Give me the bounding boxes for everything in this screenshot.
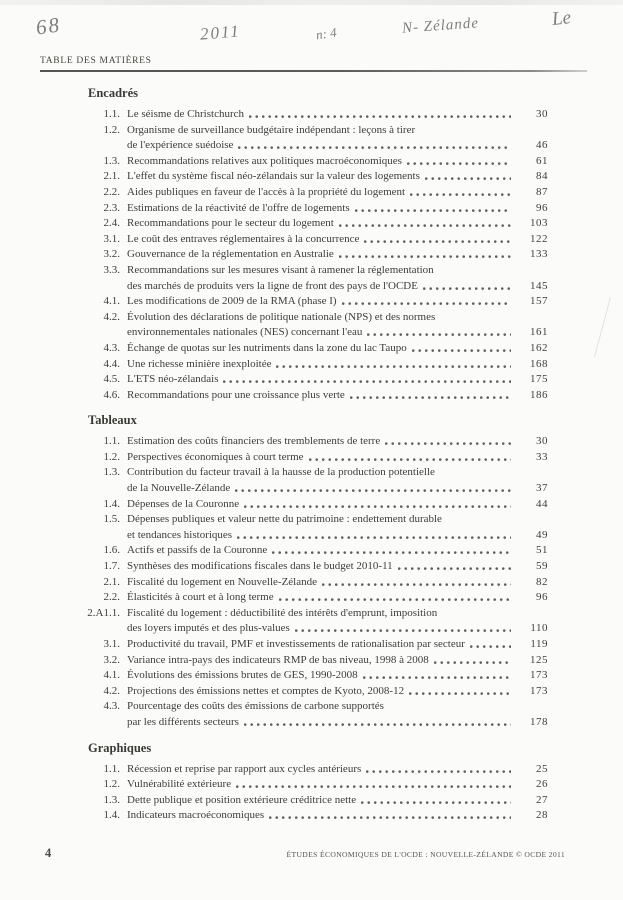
entry-page-number: 122: [530, 232, 548, 245]
entry-number: 1.2.: [103, 778, 120, 791]
dot-leader: [409, 691, 511, 695]
entry-body: [127, 232, 548, 248]
toc-entry: [54, 169, 548, 185]
toc-entry: [54, 247, 548, 263]
entry-body: [127, 388, 548, 404]
entry-body: [127, 465, 548, 496]
entry-number: 3.1.: [103, 638, 120, 650]
entry-body: [127, 637, 548, 653]
entry-text-line: L'ETS néo-zélandais: [127, 373, 219, 386]
entry-number: 3.3.: [103, 263, 120, 276]
entry-page-number: 82: [536, 575, 548, 588]
toc-section: [40, 86, 548, 403]
entry-text-line: par les différents secteurs: [127, 715, 239, 728]
entry-number: 1.3.: [103, 154, 120, 167]
entry-body: [127, 699, 548, 730]
entry-page-number: 44: [536, 497, 548, 510]
entry-page-number: 110: [530, 622, 548, 635]
entry-body: [127, 808, 548, 824]
entry-last-line: [127, 154, 548, 170]
dot-leader: [407, 161, 511, 165]
toc-entry: [54, 684, 548, 700]
section-title: Tableaux: [88, 413, 137, 428]
entry-text-line: Élasticités à court et à long terme: [127, 591, 274, 604]
entry-number: 4.1.: [103, 669, 120, 682]
entry-number: 1.5.: [103, 513, 120, 526]
toc-entry: [54, 263, 548, 294]
entry-text-line: environnementales nationales (NES) concernant l'eau: [127, 326, 363, 339]
entry-last-line: [127, 201, 548, 217]
entry-page-number: 26: [536, 778, 548, 791]
dot-leader: [423, 286, 511, 290]
toc-entry: [54, 512, 548, 543]
toc-section: [40, 413, 548, 730]
entry-number: 2.1.: [103, 170, 120, 183]
entry-body: [127, 310, 548, 341]
entry-body: [127, 559, 548, 575]
entry-page-number: 161: [530, 326, 548, 339]
section-title: Graphiques: [88, 740, 152, 755]
entry-number: 1.7.: [103, 560, 120, 573]
toc-entry: [54, 216, 548, 232]
entry-text-line: Projections des émissions nettes et comptes de Kyoto, 2008-12: [127, 684, 405, 697]
toc-entry: [54, 465, 548, 496]
dot-leader: [339, 223, 511, 227]
entry-page-number: 30: [536, 435, 548, 448]
entry-number: 1.4.: [103, 809, 120, 822]
entry-number: 3.1.: [103, 232, 120, 245]
entry-page-number: 133: [530, 248, 548, 261]
entry-page-number: 96: [536, 591, 548, 604]
header-rule: [40, 70, 587, 72]
entry-body: [127, 201, 548, 217]
dot-leader: [272, 550, 511, 554]
entry-text-line: Fiscalité du logement en Nouvelle-Zélande: [127, 575, 317, 588]
entry-number: 4.4.: [103, 357, 120, 370]
entry-number: 1.3.: [103, 793, 120, 806]
entry-number: 2.4.: [103, 217, 120, 230]
entry-body: [127, 357, 548, 373]
entry-text-line: Échange de quotas sur les nutriments dans la zone du lac Taupo: [127, 341, 407, 354]
entry-body: [127, 590, 548, 606]
dot-leader: [470, 644, 511, 648]
folio-page-number: 4: [45, 846, 52, 860]
entry-number: 2.A1.1.: [87, 606, 120, 619]
toc-entry: [54, 668, 548, 684]
entry-page-number: 25: [536, 762, 548, 775]
entry-last-line: [127, 481, 548, 497]
toc-entry: [54, 559, 548, 575]
entry-body: [127, 793, 548, 809]
toc-entry: [54, 232, 548, 248]
entry-page-number: 175: [530, 373, 548, 386]
dot-leader: [412, 348, 511, 352]
entry-text-line: Estimation des coûts financiers des tremblements de terre: [127, 435, 381, 448]
entry-last-line: [127, 216, 548, 232]
page-footer: [0, 846, 623, 861]
entry-number: 1.3.: [103, 466, 120, 479]
entry-text-line: Aides publiques en faveur de l'accès à la propriété du logement: [127, 185, 406, 198]
entry-last-line: [127, 341, 548, 357]
entry-body: [127, 123, 548, 154]
toc-entry: [54, 699, 548, 730]
entry-text-line: Récession et reprise par rapport aux cycles antérieurs: [127, 762, 362, 775]
entry-text-line: Le séisme de Christchurch: [127, 108, 244, 120]
entry-body: [127, 777, 548, 793]
toc-entry: [54, 154, 548, 170]
scan-edge-artifact: [0, 0, 623, 5]
entry-body: [127, 653, 548, 669]
entry-text-line: Évolution des déclarations de politique nationale (NPS) et des normes: [127, 310, 436, 323]
entry-text-line: Recommandations pour une croissance plus verte: [127, 388, 345, 401]
dot-leader: [350, 395, 511, 399]
entry-last-line: [127, 169, 548, 185]
toc-entry: [54, 653, 548, 669]
entry-text-line: Variance intra-pays des indicateurs RMP de bas niveau, 1998 à 2008: [127, 653, 429, 666]
toc-entry: [54, 434, 548, 450]
entry-page-number: 61: [536, 154, 548, 167]
entry-body: [127, 372, 548, 388]
entry-text-line: Dette publique et position extérieure créditrice nette: [127, 793, 357, 806]
entry-body: [127, 606, 548, 637]
entry-body: [127, 341, 548, 357]
entry-text-line: Fiscalité du logement : déductibilité des intérêts d'emprunt, imposition: [127, 606, 438, 619]
section-title: Encadrés: [88, 86, 138, 100]
toc-entry: [54, 637, 548, 653]
handwritten-initials: Le: [550, 7, 572, 30]
toc-entry: [54, 357, 548, 373]
dot-leader: [279, 597, 511, 601]
section-entries: [40, 762, 548, 824]
entry-last-line: [127, 777, 548, 793]
toc-entry: [54, 543, 548, 559]
toc-entry: [54, 606, 548, 637]
entry-text-line: de l'expérience suédoise: [127, 139, 234, 152]
entry-last-line: [127, 808, 548, 824]
entry-page-number: 33: [536, 450, 548, 463]
entry-text-line: Évolutions des émissions brutes de GES, 1990-2008: [127, 669, 358, 682]
dot-leader: [434, 660, 511, 664]
entry-last-line: [127, 653, 548, 669]
entry-body: [127, 263, 548, 294]
entry-number: 4.1.: [103, 295, 120, 308]
handwritten-year: 2011: [199, 21, 242, 44]
toc-entry: [54, 808, 548, 824]
dot-leader: [249, 114, 511, 118]
dot-leader: [237, 535, 511, 539]
entry-body: [127, 169, 548, 185]
entry-body: [127, 434, 548, 450]
toc-entry: [54, 201, 548, 217]
entry-page-number: 51: [536, 544, 548, 557]
entry-page-number: 59: [536, 560, 548, 573]
entry-page-number: 178: [530, 715, 548, 728]
entry-text-line: Recommandations pour le secteur du logement: [127, 217, 334, 230]
entry-body: [127, 575, 548, 591]
entry-number: 1.1.: [103, 435, 120, 448]
entry-text-line: Pourcentage des coûts des émissions de carbone supportés: [127, 700, 384, 713]
entry-last-line: [127, 138, 548, 154]
entry-text-line: des marchés de produits vers la ligne de front des pays de l'OCDE: [127, 279, 418, 292]
entry-body: [127, 497, 548, 513]
entry-last-line: [127, 715, 548, 731]
entry-number: 1.1.: [103, 762, 120, 775]
dot-leader: [385, 441, 511, 445]
entry-text-line: Recommandations relatives aux politiques macroéconomiques: [127, 154, 402, 167]
entry-last-line: [127, 279, 548, 295]
dot-leader: [276, 364, 511, 368]
section-entries: [40, 434, 548, 730]
toc-entry: [54, 575, 548, 591]
entry-page-number: 84: [536, 170, 548, 183]
entry-last-line: [127, 434, 548, 450]
entry-last-line: [127, 668, 548, 684]
entry-last-line: [127, 372, 548, 388]
dot-leader: [366, 769, 511, 773]
entry-page-number: 37: [536, 482, 548, 495]
dot-leader: [425, 176, 511, 180]
entry-body: [127, 247, 548, 263]
entry-body: [127, 543, 548, 559]
entry-last-line: [127, 590, 548, 606]
entry-last-line: [127, 450, 548, 466]
entry-last-line: [127, 232, 548, 248]
toc-entry: [54, 185, 548, 201]
entry-page-number: 125: [530, 653, 548, 666]
entry-body: [127, 762, 548, 778]
entry-last-line: [127, 559, 548, 575]
toc-entry: [54, 762, 548, 778]
entry-text-line: Dépenses de la Couronne: [127, 497, 240, 510]
entry-body: [127, 684, 548, 700]
entry-last-line: [127, 684, 548, 700]
entry-page-number: 28: [536, 809, 548, 822]
entry-body: [127, 107, 548, 123]
entry-body: [127, 185, 548, 201]
dot-leader: [309, 457, 511, 461]
entry-text-line: Contribution du facteur travail à la hausse de la production potentielle: [127, 466, 435, 479]
section-entries: [40, 107, 548, 403]
toc-entry: [54, 341, 548, 357]
entry-last-line: [127, 107, 548, 123]
entry-page-number: 119: [530, 638, 548, 650]
entry-number: 3.2.: [103, 653, 120, 666]
toc-entry: [54, 388, 548, 404]
dot-leader: [342, 301, 511, 305]
entry-page-number: 168: [530, 357, 548, 370]
entry-text-line: Les modifications de 2009 de la RMA (phase I): [127, 295, 337, 308]
entry-body: [127, 450, 548, 466]
entry-last-line: [127, 357, 548, 373]
entry-text-line: Synthèses des modifications fiscales dans le budget 2010-11: [127, 560, 393, 573]
entry-text-line: Recommandations sur les mesures visant à ramener la réglementation: [127, 263, 434, 276]
entry-number: 2.3.: [103, 201, 120, 214]
entry-number: 1.2.: [103, 450, 120, 463]
entry-number: 1.2.: [103, 123, 120, 136]
entry-last-line: [127, 294, 548, 310]
entry-number: 2.2.: [103, 185, 120, 198]
entry-number: 2.2.: [103, 591, 120, 604]
toc-entry: [54, 497, 548, 513]
entry-text-line: de la Nouvelle-Zélande: [127, 482, 231, 495]
entry-number: 1.1.: [103, 108, 120, 120]
entry-page-number: 27: [536, 793, 548, 806]
entry-text-line: Dépenses publiques et valeur nette du patrimoine : endettement durable: [127, 513, 442, 526]
entry-text-line: Le coût des entraves réglementaires à la concurrence: [127, 232, 360, 245]
dot-leader: [410, 192, 511, 196]
entry-last-line: [127, 637, 548, 653]
toc-entry: [54, 793, 548, 809]
entry-last-line: [127, 185, 548, 201]
entry-last-line: [127, 621, 548, 637]
entry-text-line: Perspectives économiques à court terme: [127, 450, 304, 463]
entry-last-line: [127, 793, 548, 809]
dot-leader: [361, 800, 511, 804]
dot-leader: [367, 332, 511, 336]
running-head: TABLE DES MATIÈRES: [40, 56, 152, 66]
entry-last-line: [127, 575, 548, 591]
dot-leader: [223, 379, 511, 383]
entry-number: 4.6.: [103, 388, 120, 401]
entry-page-number: 162: [530, 341, 548, 354]
entry-number: 2.1.: [103, 575, 120, 588]
dot-leader: [339, 254, 511, 258]
handwritten-left-number: 68: [34, 12, 63, 40]
dot-leader: [322, 582, 511, 586]
toc-entry: [54, 107, 548, 123]
entry-text-line: Gouvernance de la réglementation en Australie: [127, 248, 334, 261]
entry-page-number: 49: [536, 528, 548, 541]
entry-body: [127, 294, 548, 310]
handwritten-issue-number: n: 4: [314, 24, 338, 43]
entry-last-line: [127, 388, 548, 404]
entry-last-line: [127, 762, 548, 778]
dot-leader: [269, 815, 511, 819]
toc-entry: [54, 310, 548, 341]
entry-text-line: et tendances historiques: [127, 528, 233, 541]
dot-leader: [398, 566, 511, 570]
entry-text-line: L'effet du système fiscal néo-zélandais sur la valeur des logements: [127, 170, 420, 183]
toc-sections: [0, 78, 623, 824]
dot-leader: [238, 145, 511, 149]
dot-leader: [363, 675, 511, 679]
entry-number: 4.2.: [103, 310, 120, 323]
entry-number: 4.2.: [103, 684, 120, 697]
entry-page-number: 103: [530, 217, 548, 230]
entry-text-line: Vulnérabilité extérieure: [127, 778, 232, 791]
entry-page-number: 30: [536, 108, 548, 120]
entry-number: 4.3.: [103, 341, 120, 354]
entry-text-line: Productivité du travail, PMF et investissements de rationalisation par secteur: [127, 638, 465, 650]
footer-running-title: ÉTUDES ÉCONOMIQUES DE L'OCDE : NOUVELLE-ZÉLANDE © OCDE 2011: [286, 850, 565, 859]
dot-leader: [244, 722, 511, 726]
handwritten-country: N- Zélande: [401, 15, 480, 37]
entry-page-number: 173: [530, 684, 548, 697]
toc-entry: [54, 123, 548, 154]
toc-entry: [54, 590, 548, 606]
toc-entry: [54, 372, 548, 388]
entry-page-number: 186: [530, 388, 548, 401]
entry-last-line: [127, 247, 548, 263]
entry-number: 4.5.: [103, 373, 120, 386]
entry-page-number: 157: [530, 295, 548, 308]
dot-leader: [236, 784, 511, 788]
entry-text-line: Une richesse minière inexploitée: [127, 357, 272, 370]
toc-entry: [54, 294, 548, 310]
entry-page-number: 96: [536, 201, 548, 214]
entry-last-line: [127, 497, 548, 513]
toc-entry: [54, 450, 548, 466]
entry-page-number: 173: [530, 669, 548, 682]
entry-body: [127, 216, 548, 232]
entry-text-line: des loyers imputés et des plus-values: [127, 622, 290, 635]
dot-leader: [295, 628, 511, 632]
entry-last-line: [127, 543, 548, 559]
entry-body: [127, 154, 548, 170]
entry-text-line: Organisme de surveillance budgétaire indépendant : leçons à tirer: [127, 123, 416, 136]
entry-last-line: [127, 528, 548, 544]
entry-body: [127, 512, 548, 543]
entry-last-line: [127, 325, 548, 341]
entry-page-number: 145: [530, 279, 548, 292]
entry-text-line: Estimations de la réactivité de l'offre de logements: [127, 201, 350, 214]
dot-leader: [364, 239, 511, 243]
entry-body: [127, 668, 548, 684]
entry-page-number: 87: [536, 185, 548, 198]
toc-entry: [54, 777, 548, 793]
entry-text-line: Indicateurs macroéconomiques: [127, 809, 265, 822]
entry-text-line: Actifs et passifs de la Couronne: [127, 544, 268, 557]
entry-number: 3.2.: [103, 248, 120, 261]
entry-number: 4.3.: [103, 700, 120, 713]
entry-number: 1.6.: [103, 544, 120, 557]
entry-number: 1.4.: [103, 497, 120, 510]
dot-leader: [244, 504, 511, 508]
entry-page-number: 46: [536, 139, 548, 152]
dot-leader: [355, 208, 511, 212]
dot-leader: [235, 488, 511, 492]
toc-section: [40, 741, 548, 824]
